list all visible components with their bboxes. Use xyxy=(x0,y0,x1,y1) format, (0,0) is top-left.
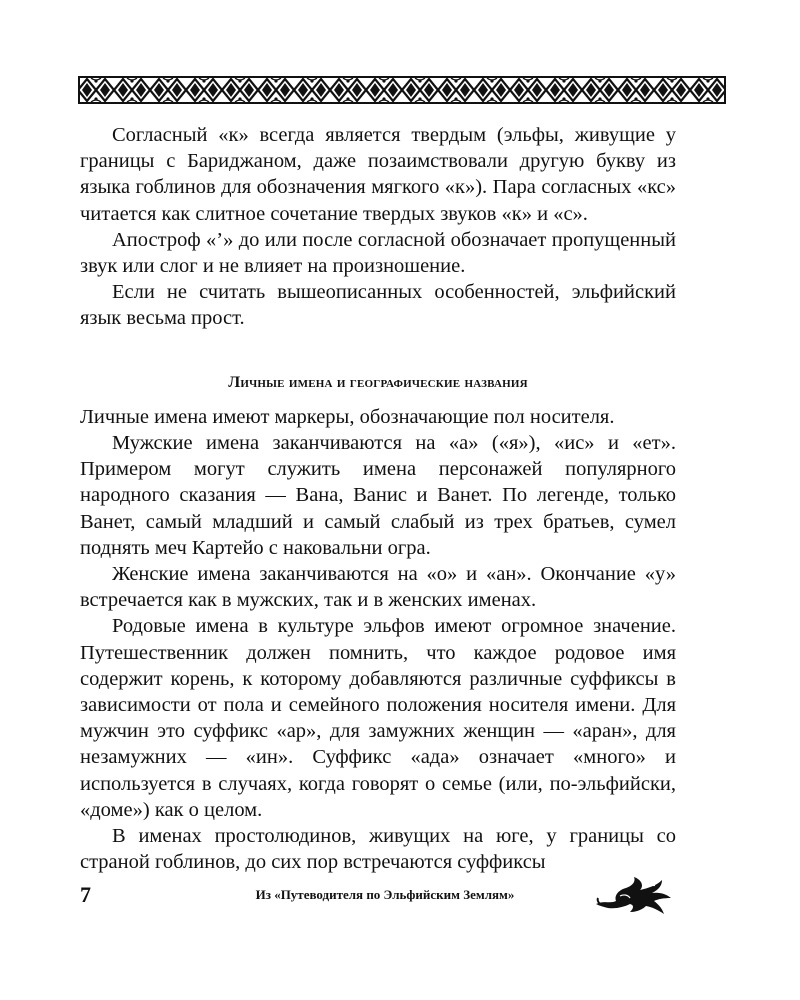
section-heading: Личные имена и географические названия xyxy=(228,373,528,391)
paragraph: Мужские имена заканчиваются на «а» («я»), «ис» и «ет». Примером могут служить имена персонажей популярного народного сказания — Вана, Ванис и Ванет. По легенде, только Ванет, самый младший и самый слабый из трех братьев, сумел поднять меч Картейо с наковальни огра. xyxy=(80,432,676,559)
main-text xyxy=(80,122,676,875)
dragon-icon xyxy=(592,874,674,916)
paragraph: Родовые имена в культуре эльфов имеют огромное значение. Путешественник должен помнить, что каждое родовое имя содержит корень, к которому добавляются различные суффиксы в зависимости от пола и семейного положения носителя имени. Для мужчин это суффикс «ар», для замужних женщин — «аран», для незамужних — «ин». Суффикс «ада» означает «много» и используется в случаях, когда говорят о семье (или, по-эльфийски, «доме») как о целом. xyxy=(80,615,676,821)
paragraph: Согласный «к» всегда является твердым (эльфы, живущие у границы с Бариджаном, даже позаимствовали другую букву из языка гоблинов для обозначения мягкого «к»). Пара согласных «кс» читается как слитное сочетание твердых звуков «к» и «с». xyxy=(80,124,676,225)
footer-title: Из «Путеводителя по Эльфийским Землям» xyxy=(255,887,515,902)
paragraph: В именах простолюдинов, живущих на юге, у границы со страной гоблинов, до сих пор встречаются суффиксы xyxy=(80,825,676,874)
ornamental-border-icon xyxy=(78,76,726,104)
paragraph: Женские имена заканчиваются на «о» и «ан». Окончание «у» встречается как в мужских, так и в женских именах. xyxy=(80,563,676,612)
paragraph: Апостроф «’» до или после согласной обозначает пропущенный звук или слог и не влияет на произношение. xyxy=(80,228,676,278)
paragraph: Личные имена имеют маркеры, обозначающие пол носителя. xyxy=(80,405,615,428)
page-number: 7 xyxy=(80,882,91,907)
ornamental-border xyxy=(78,76,726,104)
page-footer xyxy=(80,880,690,920)
paragraph: Если не считать вышеописанных особенностей, эльфийский язык весьма прост. xyxy=(80,281,676,330)
